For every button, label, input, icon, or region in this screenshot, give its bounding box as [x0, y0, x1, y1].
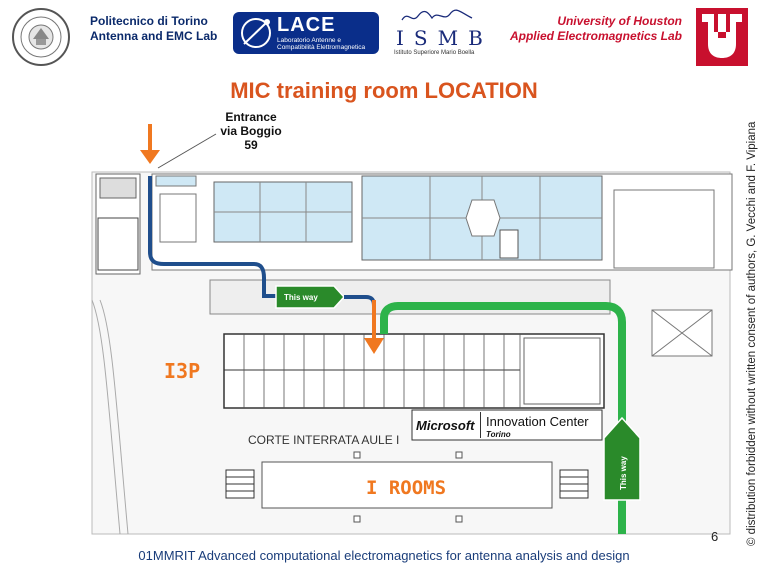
footer-course-title: 01MMRIT Advanced computational electromagnetics for antenna analysis and design [138, 548, 630, 563]
entrance-line-2: via Boggio [220, 124, 282, 138]
this-way-label-green: This way [619, 456, 628, 490]
hatched-block [100, 178, 136, 198]
i-rooms-label: I ROOMS [365, 477, 447, 499]
entrance-line-3: 59 [244, 138, 258, 152]
university-name: University of Houston [557, 14, 682, 28]
open-plan-area [524, 338, 600, 404]
stairs-block [500, 230, 518, 258]
page-number: 6 [711, 529, 719, 544]
entrance-line-1: Entrance [225, 110, 277, 124]
microsoft-label: Microsoft [416, 418, 475, 433]
torino-label: Torino [486, 430, 511, 439]
lace-subtitle-2: Compatibilità Elettromagnetica [277, 44, 366, 51]
atrium [466, 200, 500, 236]
column-marker [456, 452, 462, 458]
lace-subtitle-1: Laboratorio Antenne e [277, 37, 341, 44]
entrance-pointer-line [158, 134, 216, 168]
innovation-center-label: Innovation Center [486, 414, 589, 429]
column-marker [354, 452, 360, 458]
light-blue-building-small [156, 176, 196, 186]
grid-block [98, 218, 138, 270]
right-white-building [614, 190, 714, 268]
ismb-subtitle: Istituto Superiore Mario Boella [394, 50, 475, 56]
lab-name-houston: Applied Electromagnetics Lab [509, 29, 682, 43]
column-marker [456, 516, 462, 522]
lace-title: LACE [277, 14, 336, 36]
orange-arrow-entrance [140, 124, 160, 164]
ismb-letters: ISMB [396, 26, 493, 50]
this-way-label-blue: This way [284, 293, 318, 302]
lab-name: Antenna and EMC Lab [90, 29, 218, 43]
institution-name: Politecnico di Torino [90, 14, 208, 28]
copyright-side-note: © distribution forbidden without written consent of authors, G. Vecchi and F. Vipiana [746, 121, 758, 546]
left-white-building [160, 194, 196, 242]
microsoft-sign-divider [480, 412, 481, 438]
slide-title: MIC training room LOCATION [230, 78, 538, 103]
column-marker [354, 516, 360, 522]
i3p-label: I3P [164, 359, 201, 383]
corte-interrata-label: CORTE INTERRATA AULE I [248, 433, 400, 447]
